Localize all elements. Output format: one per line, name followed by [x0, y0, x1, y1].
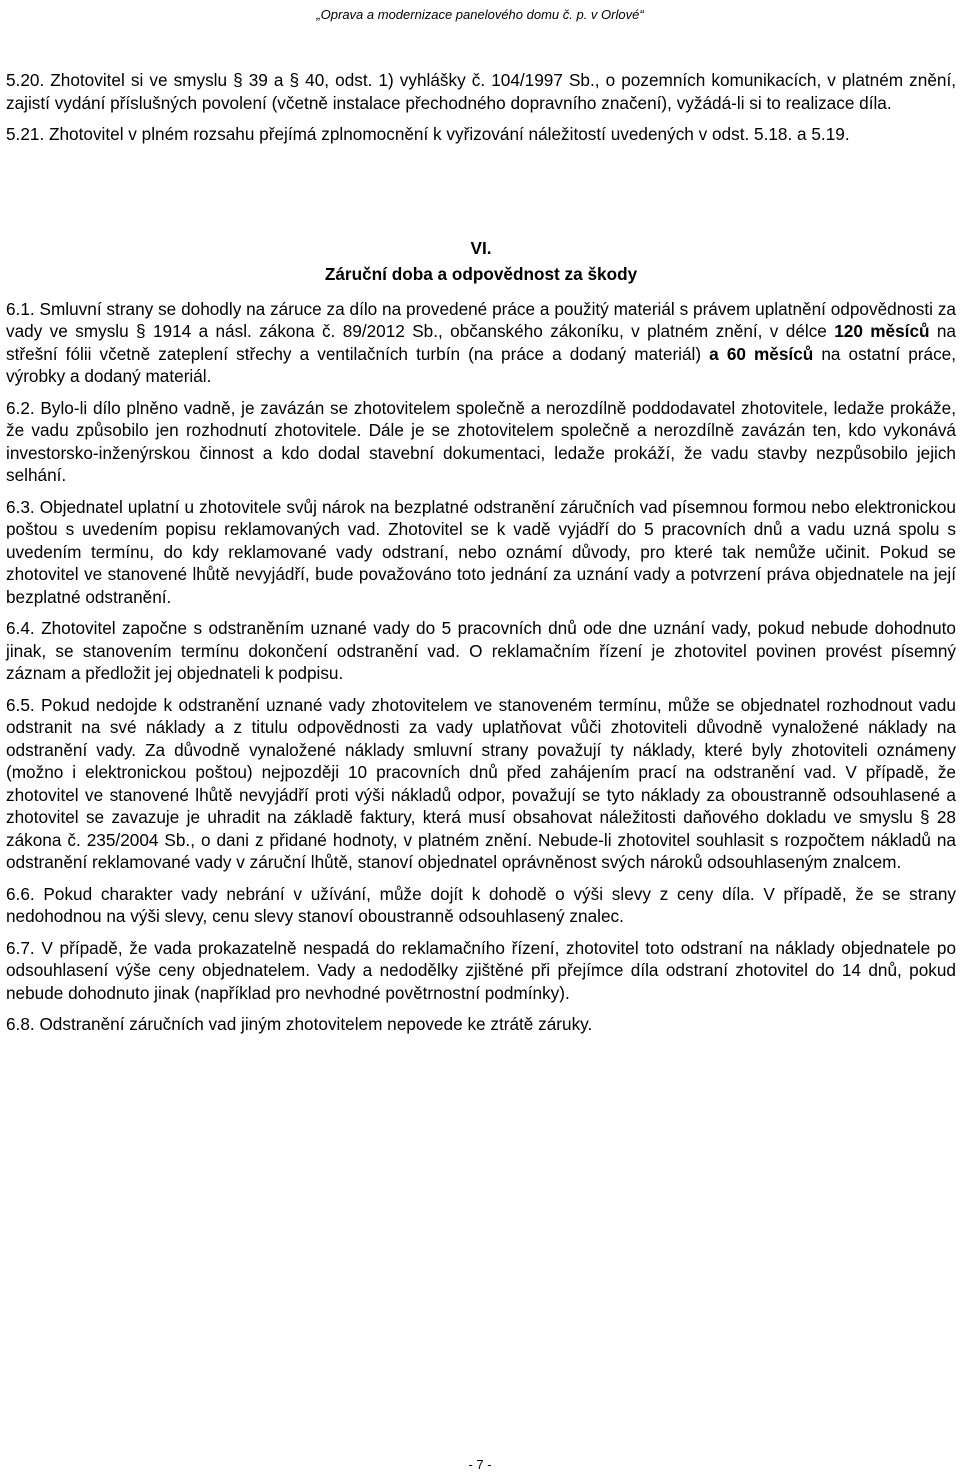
paragraph-6-1-part-c: na střešní fólii včetně zateplení střechy a ventilačních turbín (na práce a dodaný materiál): [6, 321, 956, 364]
section-number: VI.: [470, 237, 492, 258]
paragraph-6-1: [6, 298, 956, 388]
warranty-period-roof: 120 měsíců: [834, 321, 930, 341]
paragraph-6-4: 6.4. Zhotovitel započne s odstraněním uznané vady do 5 pracovních dnů ode dne uznání vady, pokud nebude dohodnuto jinak, se stanovením termínu dokončení odstranění vad. O reklamačním řízení je zhotovitel povinen provést písemný záznam a předložit jej objednateli k podpisu.: [6, 618, 956, 683]
paragraph-6-7: 6.7. V případě, že vada prokazatelně nespadá do reklamačního řízení, zhotovitel toto odstraní na náklady objednatele po odsouhlasení výše ceny objednatelem. Vady a nedodělky zjištěné při přejímce díla odstraní zhotovitel do 14 dnů, pokud nebude dohodnuto jinak (například pro nevhodné povětrnostní podmínky).: [6, 937, 956, 1003]
paragraph-6-1-part-a: 6.1. Smluvní strany se dohodly na záruce za dílo na provedené práce a použitý materiál s právem uplatnění odpovědnosti za vady ve smyslu § 1914 a násl. zákona č. 89/2012 Sb., občanského zákoníku, v platném znění, v délce: [6, 298, 956, 341]
paragraph-6-2: 6.2. Bylo-li dílo plněno vadně, je zavázán se zhotovitelem společně a nerozdílně poddodavatel zhotovitele, ledaže prokáže, že vadu způsobilo jen rozhodnutí zhotovitele. Dále je se zhotovitelem společně a nerozdílně zavázán ten, kdo vykonává investorsko-inženýrskou činnost a kdo dodal stavební dokumentaci, ledaže prokáží, že vadu stavby nezpůsobilo jejich selhání.: [6, 397, 956, 485]
paragraph-6-5: 6.5. Pokud nedojde k odstranění uznané vady zhotovitelem ve stanoveném termínu, může se objednatel rozhodnout vadu odstranit na své náklady a z titulu odpovědnosti za vady uplatňovat vůči zhotoviteli důvodně vynaložené náklady na odstranění vady. Za důvodně vynaložené náklady smluvní strany považují ty náklady, které byly zhotoviteli oznámeny (možno i elektronickou poštou) nejpozději 10 pracovních dnů před zahájením prací na odstranění vad. V případě, že zhotovitel ve stanovené lhůtě nevyjádří proti výši nákladů odpor, považují se tyto náklady za oboustranně odsouhlasené a zhotovitel se zavazuje je uhradit na základě faktury, která musí obsahovat náležitosti daňového dokladu ve smyslu § 28 zákona č. 235/2004 Sb., o dani z přidané hodnoty, v platném znění. Nebude-li zhotovitel souhlasit s rozpočtem nákladů na odstranění reklamované vady v záruční lhůtě, stanoví objednatel oprávněnost svých nároků odsouhlaseným znalcem.: [6, 694, 956, 872]
section-title: Záruční doba a odpovědnost za škody: [324, 264, 638, 284]
paragraph-6-3: 6.3. Objednatel uplatní u zhotovitele svůj nárok na bezplatné odstranění záručních vad písemnou formou nebo elektronickou poštou s uvedením popisu reklamovaných vad. Zhotovitel se k vadě vyjádří do 5 pracovních dnů a vadu uzná spolu s uvedením termínu, do kdy reklamované vady odstraní, nebo oznámí důvody, pro které tak nemůže učinit. Pokud se zhotovitel ve stanovené lhůtě nevyjádří, bude považováno toto jednání za uznání vady a potvrzení práva objednatele na její bezplatné odstranění.: [6, 496, 956, 607]
paragraph-6-8: 6.8. Odstranění záručních vad jiným zhotovitelem nepovede ke ztrátě záruky.: [6, 1014, 593, 1034]
paragraph-5-20: 5.20. Zhotovitel si ve smyslu § 39 a § 40, odst. 1) vyhlášky č. 104/1997 Sb., o pozemních komunikacích, v platném znění, zajistí vydání příslušných povolení (včetně instalace přechodného dopravního značení), vyžádá-li si to realizace díla.: [6, 70, 956, 113]
page-number: - 7 -: [468, 1457, 492, 1472]
page-header: „Oprava a modernizace panelového domu č. p. v Orlové“: [316, 7, 644, 22]
paragraph-6-1-part-d: na ostatní práce, výrobky a dodaný materiál.: [6, 343, 957, 386]
document-body: [6, 69, 956, 1036]
warranty-period-other: a 60 měsíců: [709, 343, 814, 364]
paragraph-6-6: 6.6. Pokud charakter vady nebrání v užívání, může dojít k dohodě o výši slevy z ceny díla. V případě, že se strany nedohodnou na výši slevy, cenu slevy stanoví oboustranně odsouhlasený znalec.: [6, 883, 956, 926]
paragraph-5-21: 5.21. Zhotovitel v plném rozsahu přejímá zplnomocnění k vyřizování náležitostí uvedených v odst. 5.18. a 5.19.: [6, 124, 850, 144]
